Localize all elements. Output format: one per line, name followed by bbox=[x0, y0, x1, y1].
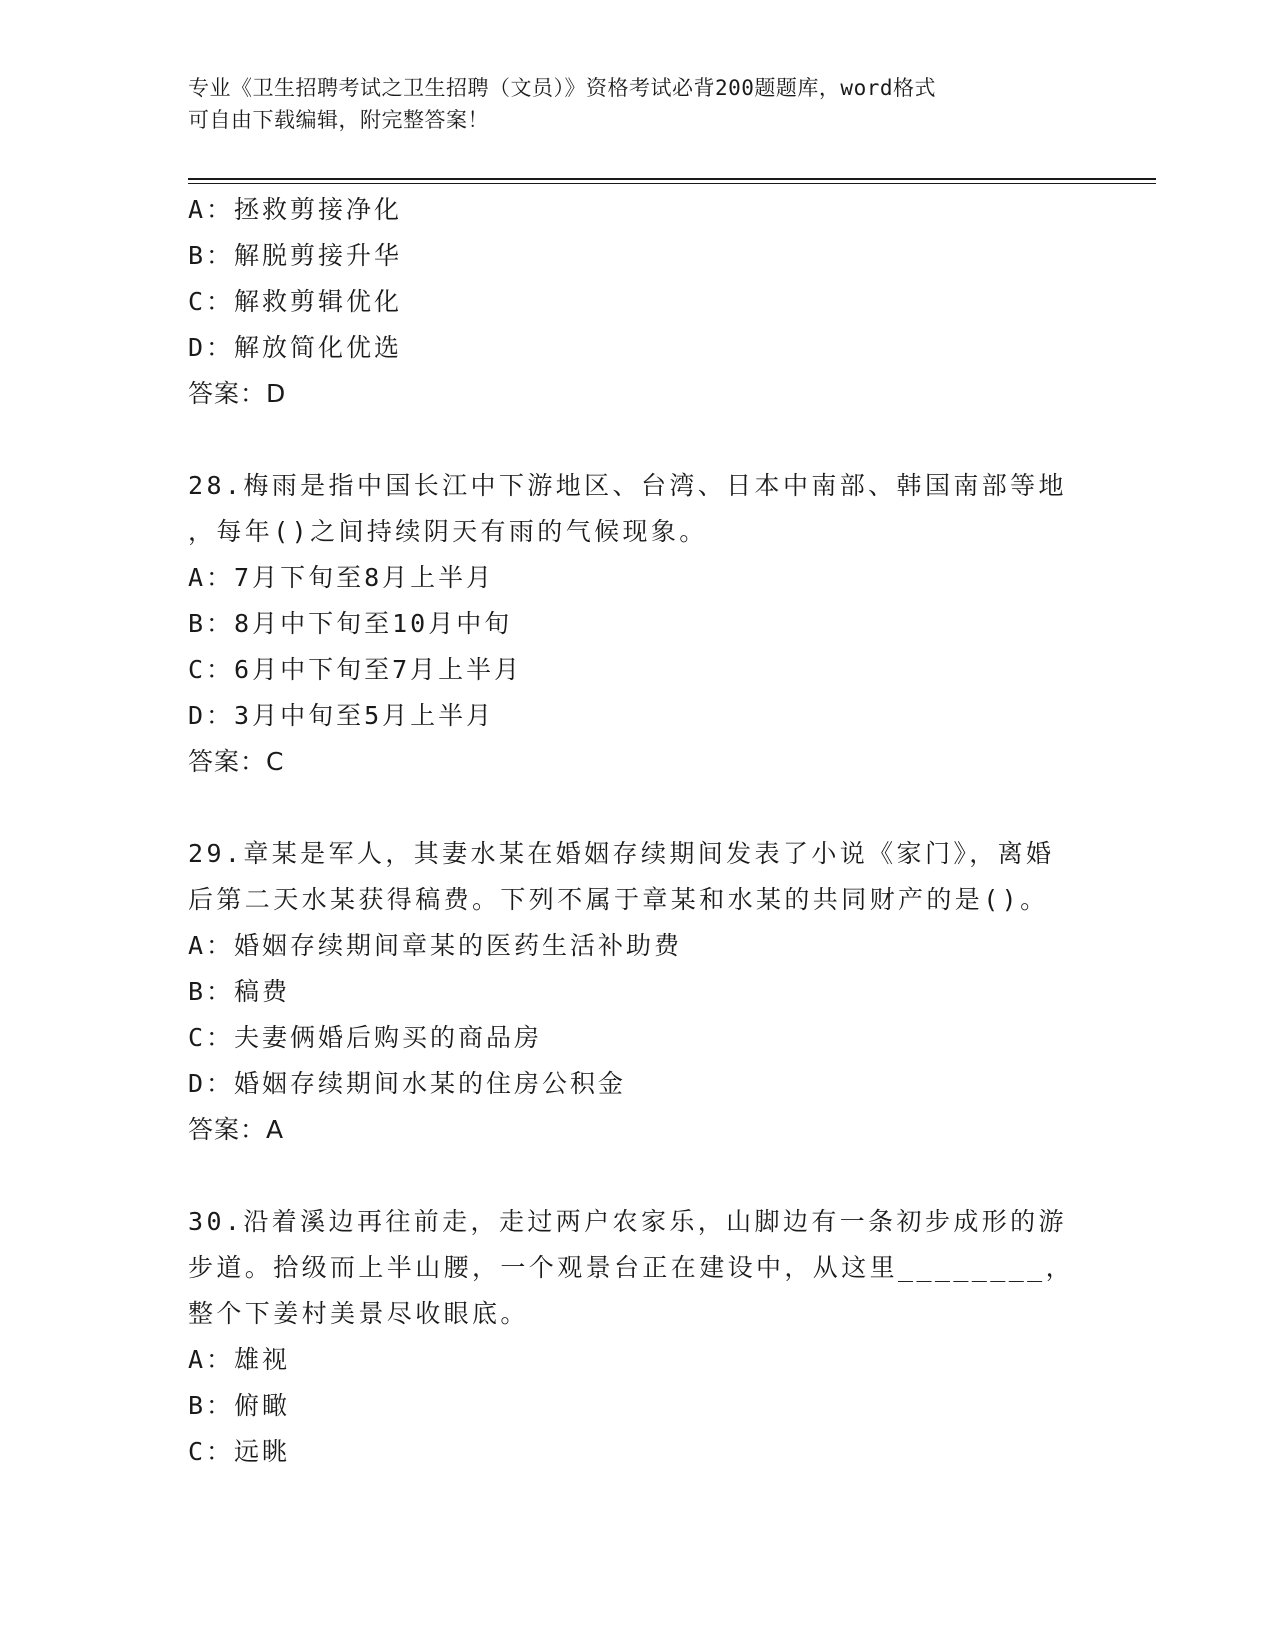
q27-option-c: C：解救剪辑优化 bbox=[188, 287, 403, 316]
q29-option-a: A：婚姻存续期间章某的医药生活补助费 bbox=[188, 931, 683, 960]
q29-option-c: C：夫妻俩婚后购买的商品房 bbox=[188, 1023, 543, 1052]
question-list bbox=[188, 187, 1088, 1475]
q29-option-d: D：婚姻存续期间水某的住房公积金 bbox=[188, 1069, 627, 1098]
q28-answer: 答案：C bbox=[188, 747, 285, 776]
q28-option-c: C：6月中下旬至7月上半月 bbox=[188, 655, 523, 684]
spacer bbox=[188, 785, 1088, 831]
q30-option-a: A：雄视 bbox=[188, 1345, 291, 1374]
spacer bbox=[188, 417, 1088, 463]
q27-option-a: A：拯救剪接净化 bbox=[188, 195, 403, 224]
q28-option-a: A：7月下旬至8月上半月 bbox=[188, 563, 495, 592]
q28-option-b: B：8月中下旬至10月中旬 bbox=[188, 609, 513, 638]
q30-stem-line-3: 整个下姜村美景尽收眼底。 bbox=[188, 1299, 529, 1328]
q28-stem-line-2: ，每年()之间持续阴天有雨的气候现象。 bbox=[188, 517, 708, 546]
q28-stem-line-1: 28.梅雨是指中国长江中下游地区、台湾、日本中南部、韩国南部等地 bbox=[188, 471, 1067, 500]
spacer bbox=[188, 1153, 1088, 1199]
header-divider-thick bbox=[188, 178, 1156, 180]
q29-stem-line-1: 29.章某是军人，其妻水某在婚姻存续期间发表了小说《家门》，离婚 bbox=[188, 839, 1055, 868]
header-line-1: 专业《卫生招聘考试之卫生招聘（文员）》资格考试必背200题题库，word格式 bbox=[188, 76, 936, 100]
q29-stem-line-2: 后第二天水某获得稿费。下列不属于章某和水某的共同财产的是()。 bbox=[188, 885, 1049, 914]
q27-answer: 答案：D bbox=[188, 379, 287, 408]
q30-stem-line-1: 30.沿着溪边再往前走，走过两户农家乐，山脚边有一条初步成形的游 bbox=[188, 1207, 1067, 1236]
document-header bbox=[188, 72, 1068, 136]
q30-option-c: C：远眺 bbox=[188, 1437, 291, 1466]
q27-option-d: D：解放简化优选 bbox=[188, 333, 403, 362]
q30-option-b: B：俯瞰 bbox=[188, 1391, 291, 1420]
q28-option-d: D：3月中旬至5月上半月 bbox=[188, 701, 495, 730]
q30-stem-line-2: 步道。拾级而上半山腰，一个观景台正在建设中，从这里________， bbox=[188, 1253, 1075, 1282]
header-divider-thin bbox=[188, 183, 1156, 184]
q27-option-b: B：解脱剪接升华 bbox=[188, 241, 403, 270]
q29-option-b: B：稿费 bbox=[188, 977, 291, 1006]
header-line-2: 可自由下载编辑，附完整答案！ bbox=[188, 108, 489, 132]
q29-answer: 答案：A bbox=[188, 1115, 285, 1144]
